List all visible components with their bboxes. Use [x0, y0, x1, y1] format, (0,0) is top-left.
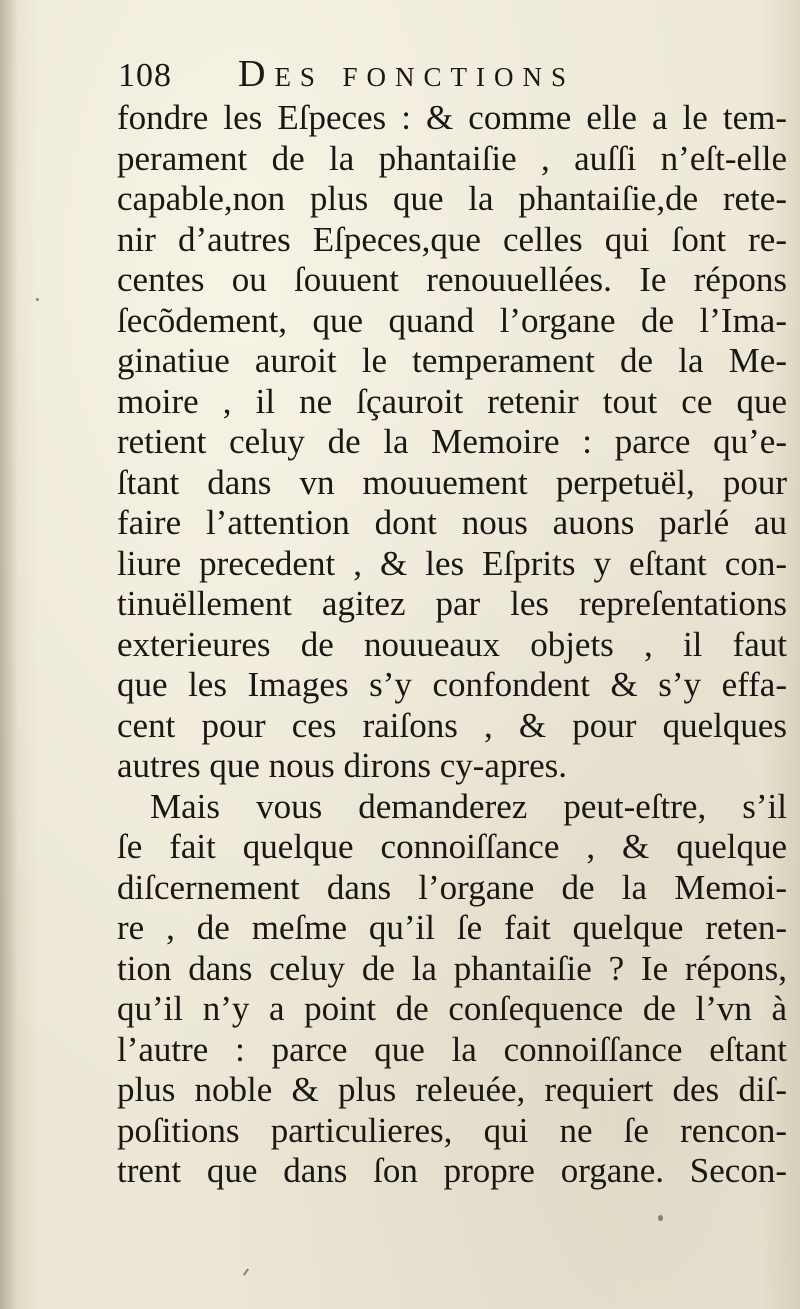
text-line: ſecõdement, que quand l’organe de l’Ima- [117, 300, 787, 340]
paragraph-start-line: Mais vous demanderez peut-eſtre, s’il [150, 786, 787, 826]
text-line: que les Images s’y confondent & s’y effa- [117, 665, 787, 704]
ink-speck [658, 1215, 663, 1221]
text-line: cent pour ces raiſons , & pour quelques [117, 705, 787, 745]
page-header [118, 52, 678, 102]
page-number: 108 [118, 57, 172, 94]
text-line: poſitions particulieres, qui ne ſe rencon- [117, 1110, 787, 1150]
text-line: liure precedent , & les Eſprits y eſtant con- [117, 543, 787, 583]
text-line: tinuëllement agitez par les repreſentations [117, 584, 787, 623]
text-line: faire l’attention dont nous auons parlé au [117, 503, 787, 542]
page-fold-shadow [0, 0, 18, 1309]
text-line: re , de meſme qu’il ſe fait quelque reten- [117, 908, 787, 947]
text-line: retient celuy de la Memoire : parce qu’e- [117, 422, 787, 461]
text-line: trent que dans ſon propre organe. Secon- [117, 1151, 787, 1190]
text-line: qu’il n’y a point de conſequence de l’vn à [117, 989, 787, 1028]
text-line: ſtant dans vn mouuement perpetuël, pour [117, 462, 787, 502]
text-line: plus noble & plus releuée, requiert des diſ- [117, 1070, 787, 1109]
text-line: perament de la phantaiſie , auſſi n’eſt-elle [117, 138, 787, 178]
text-line: tion dans celuy de la phantaiſie ? Ie répons, [117, 948, 787, 988]
ink-speck [36, 298, 39, 301]
text-line: diſcernement dans l’organe de la Memoi- [117, 867, 787, 907]
text-line: exterieures de nouueaux objets , il faut [117, 624, 787, 664]
body-text [117, 98, 787, 1192]
text-line: nir d’autres Eſpeces,que celles qui ſont re- [117, 219, 787, 259]
text-line: moire , il ne ſçauroit retenir tout ce que [117, 381, 787, 421]
text-line: ſe fait quelque connoiſſance , & quelque [117, 827, 787, 866]
paragraph-end-line: autres que nous dirons cy-apres. [117, 746, 568, 785]
text-line: centes ou ſouuent renouuellées. Ie répons [117, 260, 787, 299]
text-line: ginatiue auroit le temperament de la Me- [117, 341, 787, 380]
running-title: Des fonctions [238, 53, 575, 95]
text-line: fondre les Eſpeces : & comme elle a le tem- [117, 98, 787, 137]
text-line: capable,non plus que la phantaiſie,de rete- [117, 179, 787, 218]
ink-speck [243, 1268, 249, 1276]
text-line: l’autre : parce que la connoiſſance eſtant [117, 1029, 787, 1069]
